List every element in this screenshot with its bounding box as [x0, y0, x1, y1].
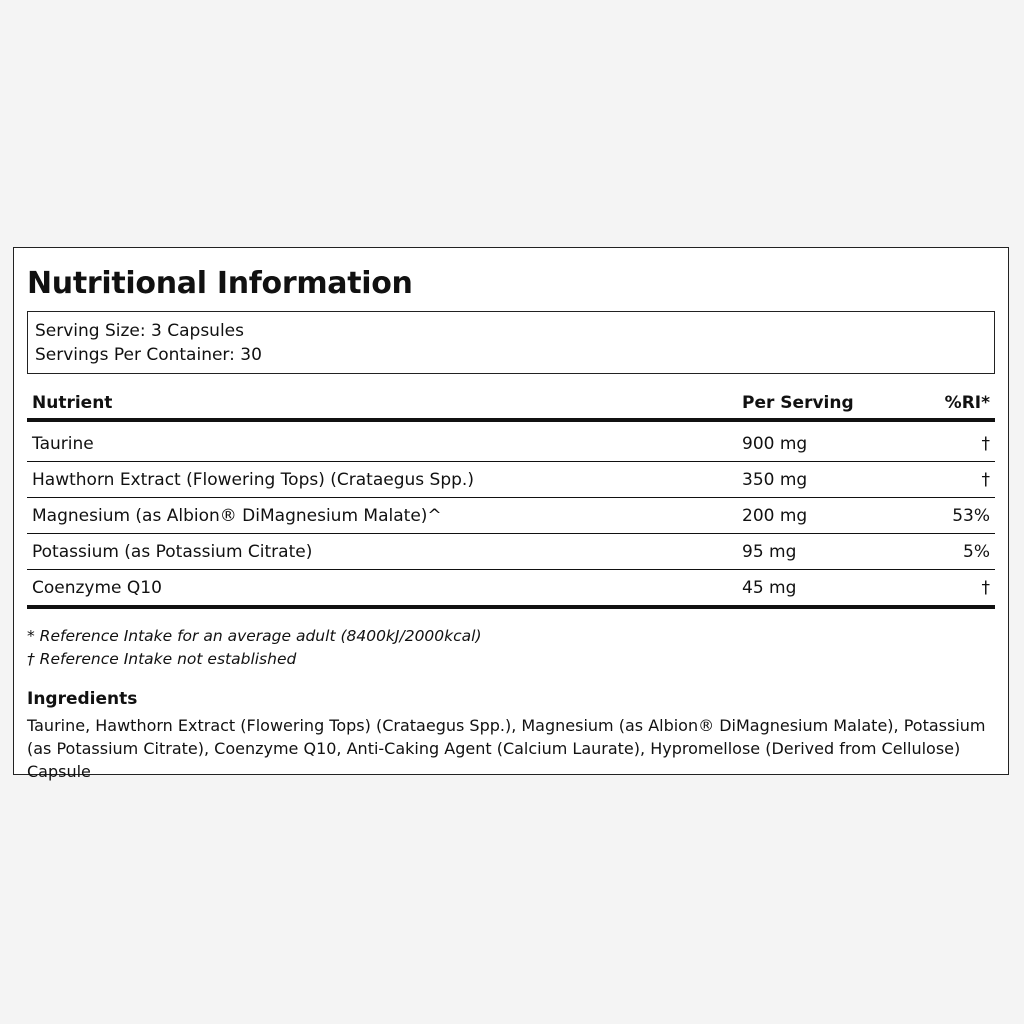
nutrient-table: [27, 388, 995, 609]
footnote-reference-intake: * Reference Intake for an average adult (8400kJ/2000kcal): [27, 627, 482, 645]
nutrient-name: Potassium (as Potassium Citrate): [27, 534, 737, 570]
nutrient-ri: †: [937, 420, 995, 462]
table-row: [27, 462, 995, 498]
nutrient-amount: 200 mg: [737, 498, 937, 534]
nutrient-amount: 350 mg: [737, 462, 937, 498]
nutrient-ri: 5%: [937, 534, 995, 570]
nutrient-ri: 53%: [937, 498, 995, 534]
nutrition-panel: [13, 247, 1009, 781]
nutrient-name: Hawthorn Extract (Flowering Tops) (Crataegus Spp.): [27, 462, 737, 498]
nutrient-amount: 900 mg: [737, 420, 937, 462]
table-row: [27, 534, 995, 570]
nutrient-ri: †: [937, 570, 995, 608]
footnote-not-established: † Reference Intake not established: [27, 650, 297, 668]
header-nutrient: Nutrient: [27, 388, 737, 420]
table-header-row: [27, 388, 995, 420]
nutrient-name: Coenzyme Q10: [27, 570, 737, 608]
nutrient-amount: 45 mg: [737, 570, 937, 608]
header-ri: %RI*: [937, 388, 995, 420]
nutrient-ri: †: [937, 462, 995, 498]
ingredients-heading: Ingredients: [27, 689, 138, 709]
serving-size: Serving Size: 3 Capsules: [35, 321, 244, 341]
table-row: [27, 498, 995, 534]
nutrient-name: Magnesium (as Albion® DiMagnesium Malate)^: [27, 498, 737, 534]
nutrient-amount: 95 mg: [737, 534, 937, 570]
table-row: [27, 570, 995, 608]
serving-info-box: [27, 311, 995, 374]
servings-per-container: Servings Per Container: 30: [35, 345, 262, 365]
table-row: [27, 420, 995, 462]
ingredients-text: Taurine, Hawthorn Extract (Flowering Tops) (Crataegus Spp.), Magnesium (as Albion® DiMagnesium Malate), Potassium (as Potassium Citrate), Coenzyme Q10, Anti-Caking Agent (Calcium Laurate), Hypromellose (Derived from Cellulose) Capsule: [27, 716, 986, 781]
header-per-serving: Per Serving: [737, 388, 937, 420]
panel-title: Nutritional Information: [27, 266, 413, 301]
nutrient-name: Taurine: [27, 420, 737, 462]
footnotes: [27, 625, 995, 671]
